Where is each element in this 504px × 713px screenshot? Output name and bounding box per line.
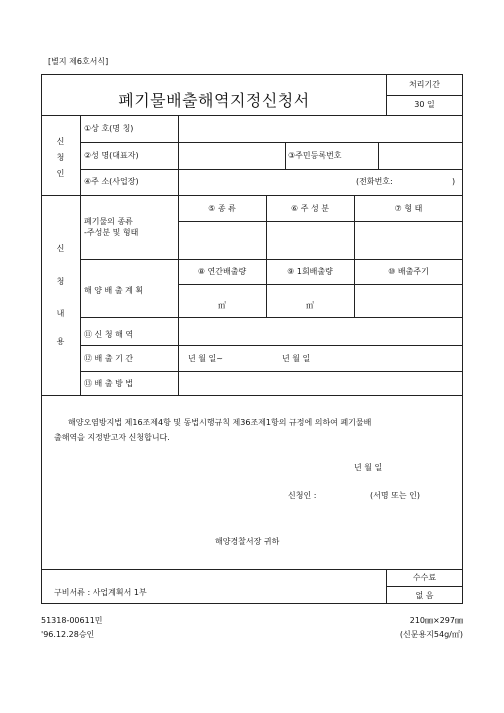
business-name-label: ①상 호(명 칭) (84, 124, 134, 133)
applicant-section-label-2: 청 (56, 153, 65, 162)
discharge-period-start: 년 월 일~ (188, 354, 223, 363)
waste-form-field[interactable] (356, 223, 461, 257)
resident-number-label: ③주민등록번호 (288, 151, 342, 160)
application-date: 년 월 일 (354, 463, 383, 472)
request-section-label-2: 청 (56, 277, 65, 286)
processing-period-value: 30 일 (414, 100, 435, 109)
discharge-method-field[interactable] (180, 373, 460, 394)
representative-label: ②성 명(대표자) (84, 151, 139, 160)
discharge-cycle-header: ⑩ 배출주기 (388, 267, 429, 276)
resident-number-field[interactable] (380, 144, 460, 168)
applicant-name-field[interactable] (325, 488, 365, 502)
discharge-period-end: 년 월 일 (282, 354, 311, 363)
annual-amount-unit: ㎥ (218, 301, 226, 310)
discharge-method-label: ⑬ 배 출 방 법 (84, 379, 134, 388)
annual-amount-header: ⑧ 연간배출량 (197, 267, 247, 276)
form-title: 폐기물배출해역지정신청서 (118, 91, 310, 110)
phone-close: ) (452, 177, 456, 186)
approval-date: '96.12.28승인 (41, 630, 95, 639)
component-column-header: ⑥ 주 성 분 (291, 204, 329, 213)
once-amount-header: ⑨ 1회배출량 (287, 267, 333, 276)
form-code: [별지 제6호서식] (48, 57, 109, 66)
required-documents: 구비서류 : 사업계획서 1부 (54, 588, 147, 597)
discharge-cycle-field[interactable] (356, 286, 461, 316)
form-number: 51318-00611민 (41, 616, 103, 625)
once-amount-unit: ㎥ (306, 301, 314, 310)
waste-component-field[interactable] (268, 223, 353, 257)
waste-type-label: 폐기물의 종류 (84, 217, 133, 226)
type-column-header: ⑤ 종 류 (208, 204, 236, 213)
signature-note: (서명 또는 인) (370, 491, 420, 500)
discharge-plan-label: 해 양 배 출 계 획 (84, 286, 144, 295)
waste-component-label: -주성분 및 형태 (84, 228, 139, 237)
request-section-label-4: 용 (56, 337, 65, 346)
address-field[interactable] (180, 171, 350, 194)
discharge-period-label: ⑫ 배 출 기 간 (84, 354, 134, 363)
paper-size: 210㎜×297㎜ (409, 616, 463, 625)
addressee: 해양경찰서장 귀하 (215, 537, 280, 546)
applicant-signature-label: 신청인 : (288, 491, 317, 500)
applicant-section-label-1: 신 (56, 137, 65, 146)
waste-type-field[interactable] (180, 223, 265, 257)
phone-label: (전화번호: (356, 177, 393, 186)
statement-line-1: 해양오염방지법 제16조제4항 및 동법시행규칙 제36조제1항의 규정에 의하여 폐기물배 (68, 418, 372, 427)
address-label: ④주 소(사업장) (84, 177, 139, 186)
request-section-label-3: 내 (56, 309, 65, 318)
application-area-label: ⑪ 신 청 해 역 (84, 330, 134, 339)
application-area-field[interactable] (180, 319, 460, 343)
processing-period-label: 처리기간 (409, 80, 440, 89)
business-name-field[interactable] (180, 117, 460, 139)
fee-label: 수수료 (412, 573, 437, 582)
request-section-label-1: 신 (56, 244, 65, 253)
representative-field[interactable] (180, 144, 284, 168)
paper-type: (신문용지54g/㎡) (399, 630, 463, 639)
form-column-header: ⑦ 형 태 (394, 204, 423, 213)
statement-line-2: 출해역을 지정받고자 신청합니다. (54, 433, 170, 442)
applicant-section-label-3: 인 (56, 169, 65, 178)
fee-value: 없 음 (415, 591, 434, 600)
